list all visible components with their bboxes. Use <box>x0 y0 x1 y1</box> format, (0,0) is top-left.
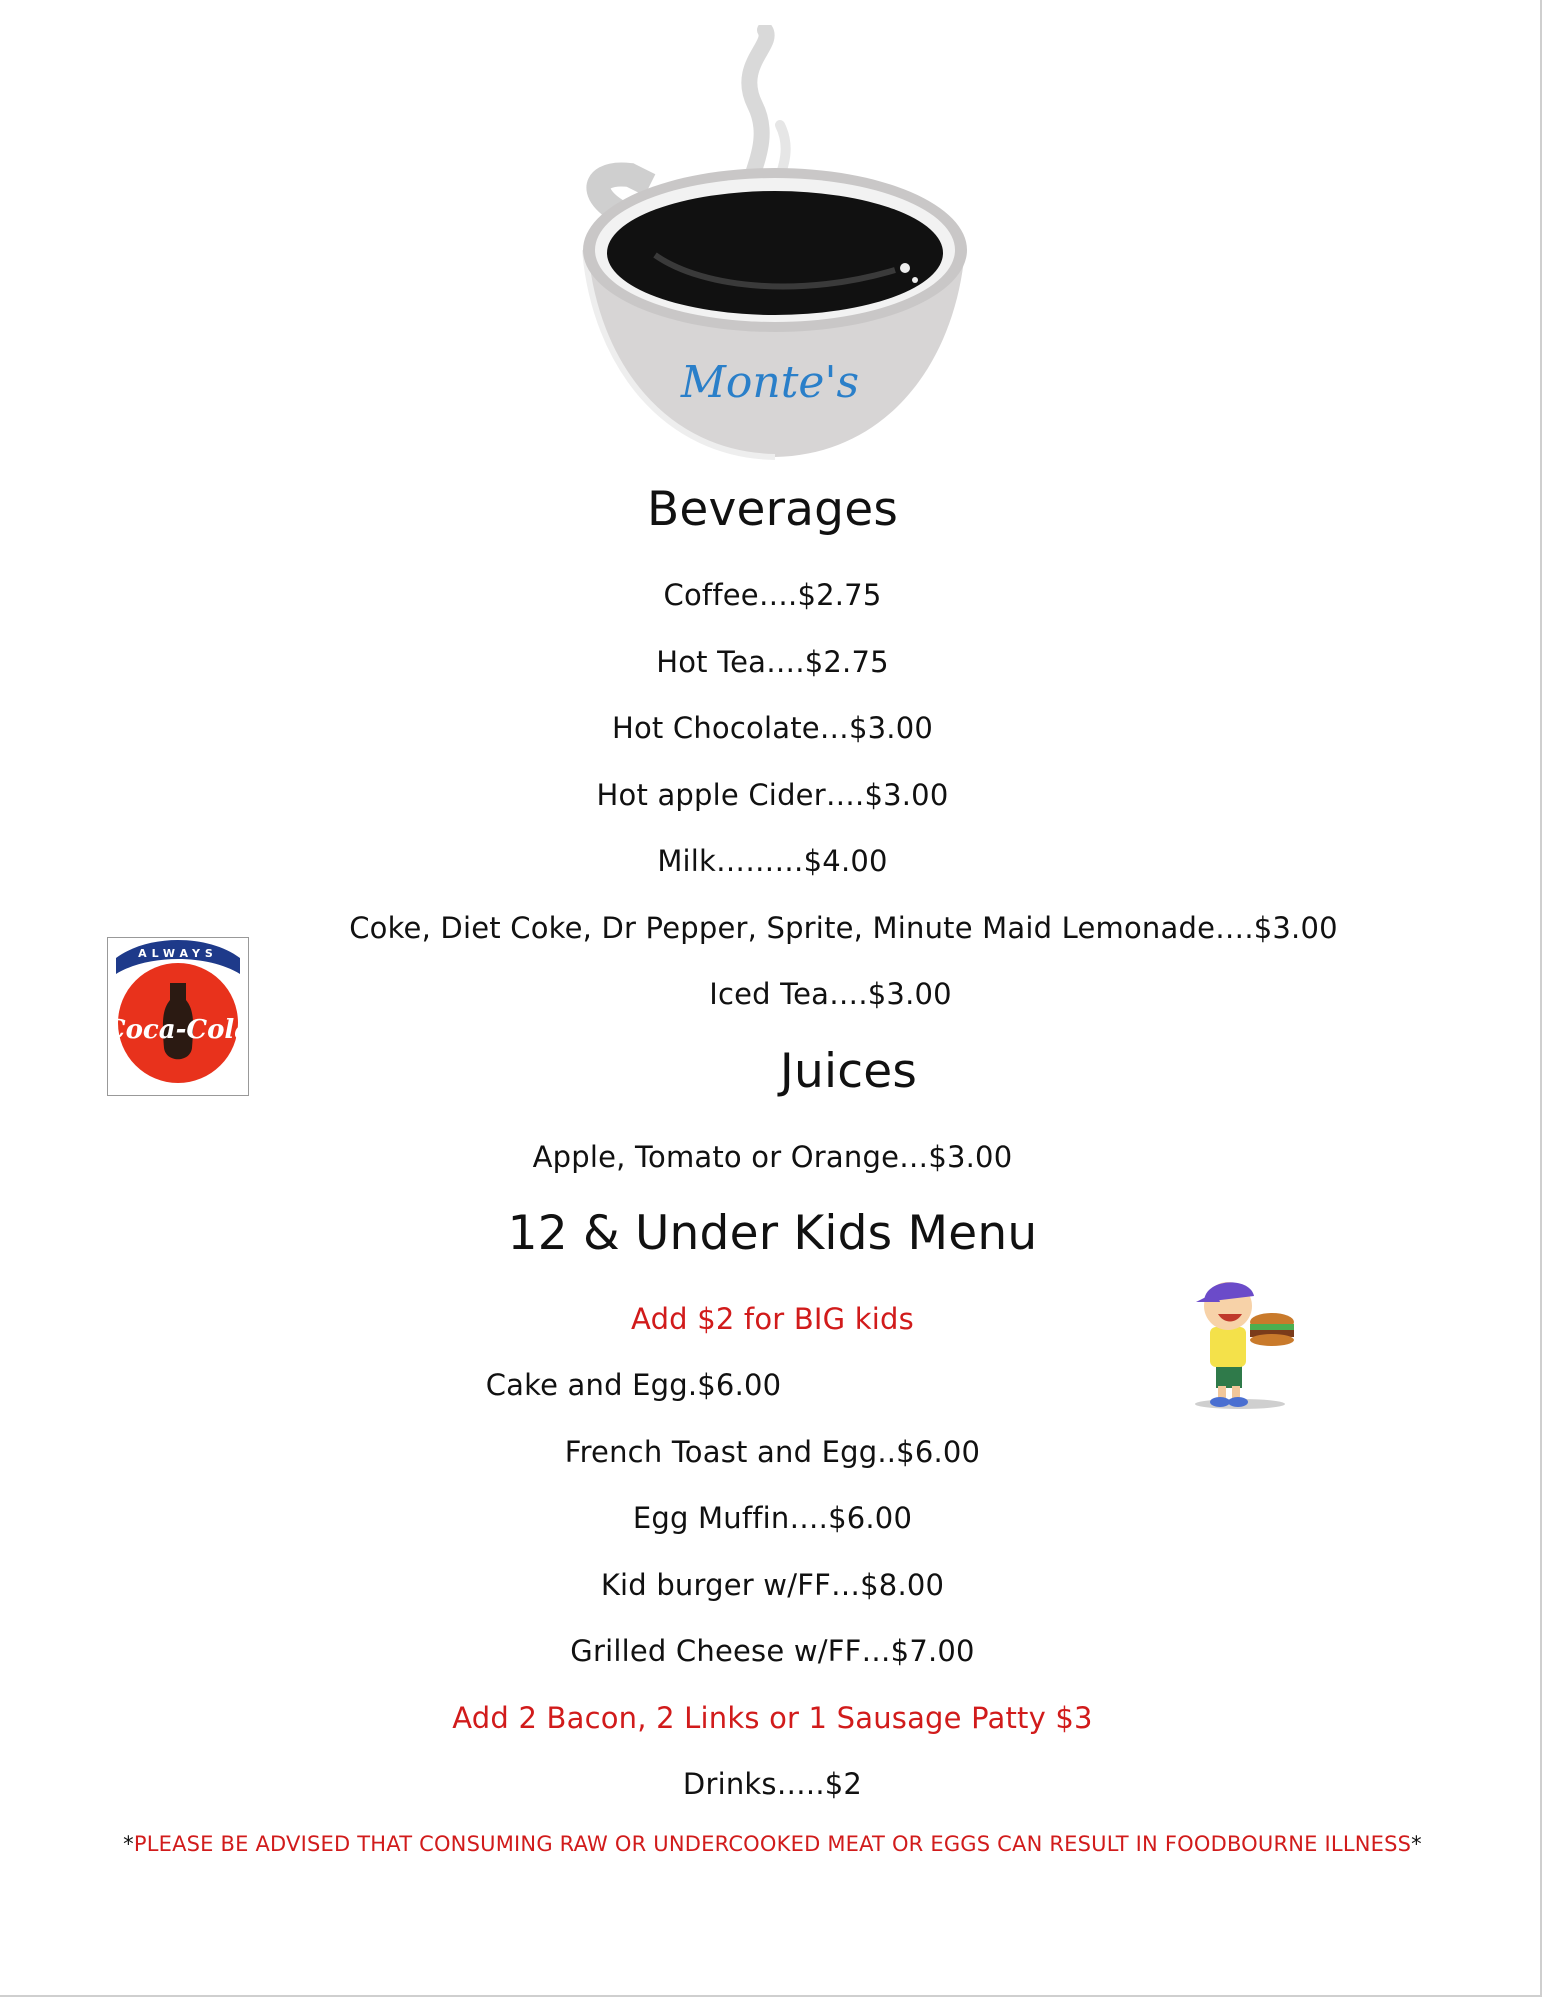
menu-item-iced-tea: Iced Tea….$3.00 <box>709 977 952 1011</box>
menu-item-coffee: Coffee….$2.75 <box>663 578 882 612</box>
menu-item-juices: Apple, Tomato or Orange…$3.00 <box>532 1140 1013 1174</box>
menu-item-grilled-cheese: Grilled Cheese w/FF…$7.00 <box>570 1634 975 1668</box>
menu-item-egg-muffin: Egg Muffin….$6.00 <box>632 1501 913 1535</box>
menu-item-kid-burger: Kid burger w/FF…$8.00 <box>600 1568 945 1602</box>
addon-note: Add 2 Bacon, 2 Links or 1 Sausage Patty $3 <box>452 1701 1093 1735</box>
menu-item-sodas: Coke, Diet Coke, Dr Pepper, Sprite, Minute Maid Lemonade….$3.00 <box>349 911 1338 945</box>
coca-cola-wordmark: Coca-Cola <box>108 1015 248 1045</box>
menu-item-drinks: Drinks…..$2 <box>682 1767 863 1801</box>
disclaimer <box>0 1832 1545 1856</box>
beverages-heading: Beverages <box>646 482 899 537</box>
menu-item-hot-apple-cider: Hot apple Cider….$3.00 <box>596 778 949 812</box>
menu-item-cake-and-egg: Cake and Egg.$6.00 <box>485 1368 782 1402</box>
big-kids-note: Add $2 for BIG kids <box>631 1302 914 1336</box>
disclaimer-star-close: * <box>1411 1832 1422 1856</box>
disclaimer-star-open: * <box>123 1832 134 1856</box>
menu-item-hot-tea: Hot Tea….$2.75 <box>656 645 889 679</box>
menu-item-milk: Milk………$4.00 <box>657 844 888 878</box>
disclaimer-message: PLEASE BE ADVISED THAT CONSUMING RAW OR UNDERCOOKED MEAT OR EGGS CAN RESULT IN FOODBOURNE ILLNESS <box>133 1832 1412 1856</box>
menu-item-hot-chocolate: Hot Chocolate…$3.00 <box>611 711 934 745</box>
kids-menu-heading: 12 & Under Kids Menu <box>507 1206 1038 1261</box>
cup-brand-label: Monte's <box>680 357 860 408</box>
juices-heading: Juices <box>779 1044 918 1099</box>
coca-cola-top-text: ALWAYS <box>138 947 218 960</box>
menu-item-french-toast: French Toast and Egg..$6.00 <box>564 1435 981 1469</box>
